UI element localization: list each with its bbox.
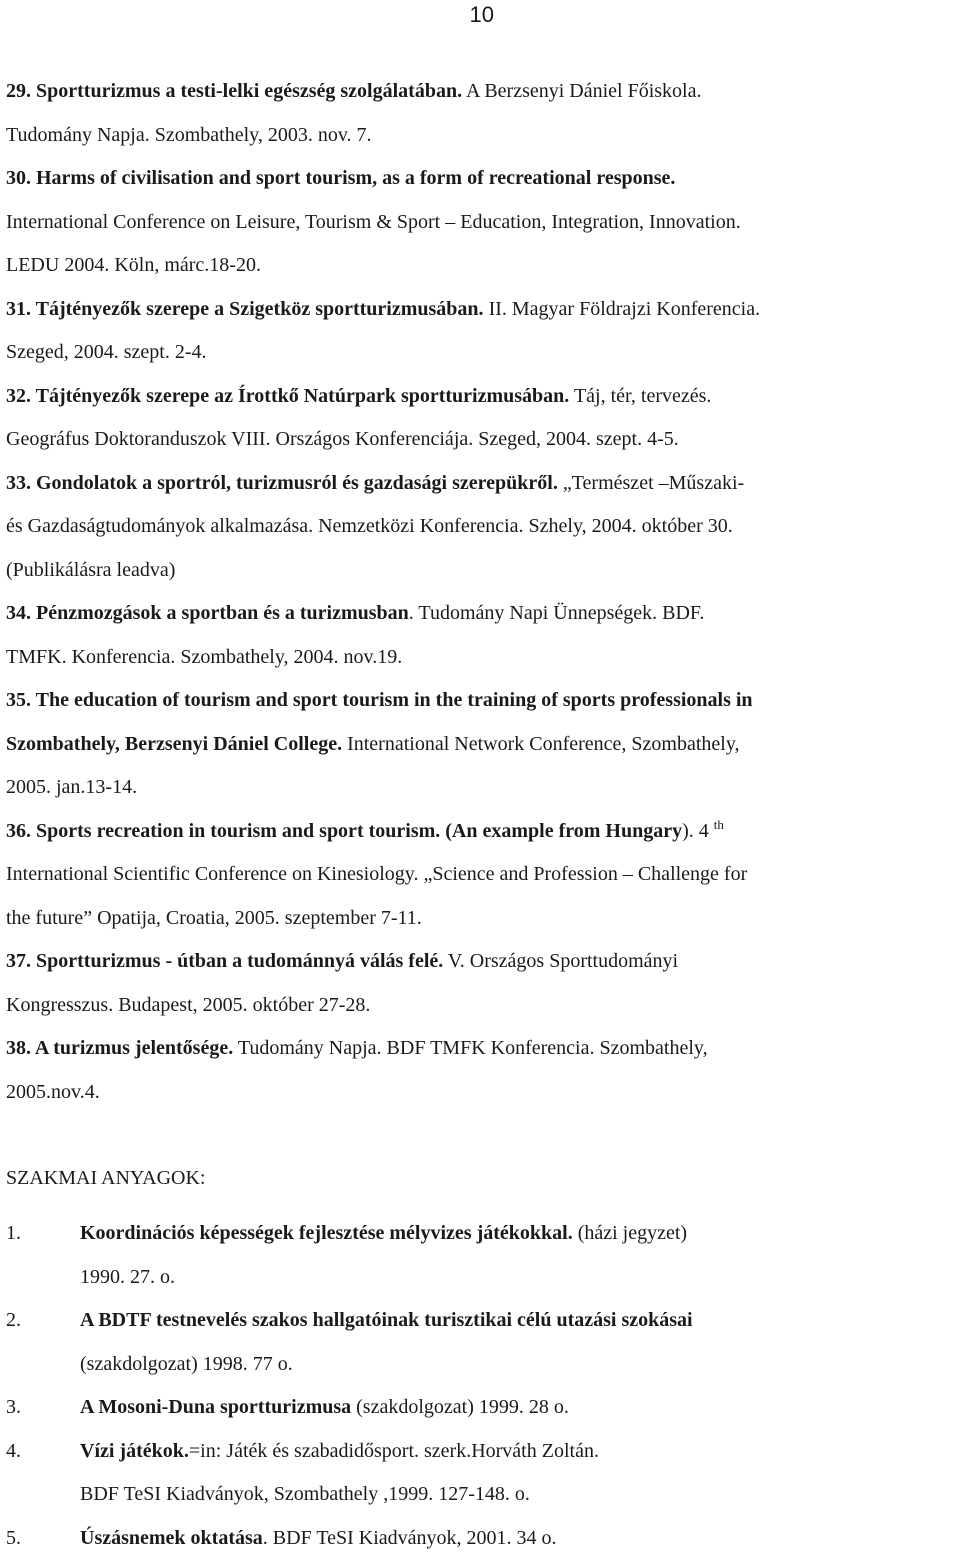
publication-entry	[6, 592, 956, 636]
bold-title: A turizmus jelentősége.	[35, 1037, 233, 1059]
text-segment: V. Országos Sporttudományi	[443, 950, 678, 972]
publication-entry	[6, 462, 956, 506]
publication-entry	[6, 679, 956, 723]
text-segment: TMFK. Konferencia. Szombathely, 2004. nov.19.	[6, 646, 402, 668]
text-segment: =in: Játék és szabadidősport. szerk.Horváth Zoltán.	[189, 1440, 599, 1462]
material-line	[80, 1517, 956, 1560]
page-number: 10	[0, 2, 960, 28]
material-item	[6, 1430, 956, 1517]
text-segment: 2005.nov.4.	[6, 1081, 100, 1103]
bold-title: Gondolatok a sportról, turizmusról és gazdasági szerepükről.	[36, 472, 558, 494]
text-segment: . BDF TeSI Kiadványok, 2001. 34 o.	[263, 1527, 557, 1549]
text-segment: (szakdolgozat) 1998. 77 o.	[80, 1353, 293, 1375]
material-line	[80, 1386, 956, 1430]
text-segment: és Gazdaságtudományok alkalmazása. Nemzetközi Konferencia. Szhely, 2004. október 30.	[6, 515, 733, 537]
publication-entry-line	[6, 766, 956, 810]
text-segment: Geográfus Doktoranduszok VIII. Országos Konferenciája. Szeged, 2004. szept. 4-5.	[6, 428, 679, 450]
publication-entry-line	[6, 331, 956, 375]
entry-number: 37.	[6, 950, 36, 972]
entry-number: 34.	[6, 602, 36, 624]
entry-number: 35.	[6, 689, 36, 711]
material-line	[80, 1256, 956, 1300]
publication-entry-line	[6, 549, 956, 593]
superscript: th	[714, 817, 724, 832]
text-segment: BDF TeSI Kiadványok, Szombathely ,1999. 127-148. o.	[80, 1483, 530, 1505]
publication-entry	[6, 157, 956, 201]
item-number: 1.	[6, 1212, 21, 1256]
item-number: 3.	[6, 1386, 21, 1430]
entry-number: 31.	[6, 298, 36, 320]
bold-title: Pénzmozgások a sportban és a turizmusban	[36, 602, 409, 624]
text-segment: (szakdolgozat) 1999. 28 o.	[351, 1396, 569, 1418]
item-number: 5.	[6, 1517, 21, 1560]
bold-title: The education of tourism and sport tourism in the training of sports professionals in	[36, 689, 753, 711]
publication-entry-line	[6, 636, 956, 680]
text-segment: 1990. 27. o.	[80, 1266, 175, 1288]
text-segment: Táj, tér, tervezés.	[569, 385, 711, 407]
publication-entry-line	[6, 897, 956, 941]
text-segment: A Berzsenyi Dániel Főiskola.	[462, 80, 701, 102]
publication-list	[6, 70, 956, 1114]
entry-number: 36.	[6, 820, 36, 842]
text-segment: II. Magyar Földrajzi Konferencia.	[484, 298, 761, 320]
material-line	[80, 1473, 956, 1517]
material-line	[80, 1299, 956, 1343]
text-segment: 2005. jan.13-14.	[6, 776, 137, 798]
text-segment: „Természet –Műszaki-	[558, 472, 744, 494]
bold-title: Vízi játékok.	[80, 1440, 189, 1462]
bold-title: Sportturizmus a testi-lelki egészség szolgálatában.	[36, 80, 462, 102]
publication-entry-line	[6, 1071, 956, 1115]
publication-entry-line	[6, 505, 956, 549]
bold-title: Tájtényezők szerepe az Írottkő Natúrpark sportturizmusában.	[36, 385, 570, 407]
bold-title: Sports recreation in tourism and sport tourism. (An example from Hungary	[36, 820, 682, 842]
material-item	[6, 1517, 956, 1560]
bold-title: Harms of civilisation and sport tourism, as a form of recreational response.	[36, 167, 675, 189]
text-segment: (Publikálásra leadva)	[6, 559, 175, 581]
publication-entry	[6, 288, 956, 332]
publication-entry-line	[6, 418, 956, 462]
bold-title: Úszásnemek oktatása	[80, 1527, 263, 1549]
text-segment: Tudomány Napja. Szombathely, 2003. nov. 7.	[6, 124, 372, 146]
material-line	[80, 1343, 956, 1387]
material-item	[6, 1386, 956, 1430]
text-segment: Kongresszus. Budapest, 2005. október 27-28.	[6, 994, 370, 1016]
entry-number: 29.	[6, 80, 36, 102]
text-segment: the future” Opatija, Croatia, 2005. szeptember 7-11.	[6, 907, 422, 929]
material-line	[80, 1212, 956, 1256]
publication-entry	[6, 70, 956, 114]
entry-number: 32.	[6, 385, 36, 407]
text-segment: Szeged, 2004. szept. 2-4.	[6, 341, 207, 363]
publication-entry-line	[6, 114, 956, 158]
bold-title: Koordinációs képességek fejlesztése mélyvizes játékokkal.	[80, 1222, 573, 1244]
bold-title: Sportturizmus - útban a tudománnyá válás felé.	[36, 950, 443, 972]
entry-number: 30.	[6, 167, 36, 189]
entry-number: 33.	[6, 472, 36, 494]
bold-title: A Mosoni-Duna sportturizmusa	[80, 1396, 351, 1418]
text-segment: International Network Conference, Szombathely,	[342, 733, 739, 755]
text-segment: ). 4	[682, 820, 714, 842]
section-heading: SZAKMAI ANYAGOK:	[6, 1167, 205, 1190]
text-segment: Tudomány Napja. BDF TMFK Konferencia. Szombathely,	[233, 1037, 707, 1059]
publication-entry	[6, 375, 956, 419]
publication-entry	[6, 940, 956, 984]
material-item	[6, 1212, 956, 1299]
text-segment: International Scientific Conference on Kinesiology. „Science and Profession – Challenge for	[6, 863, 747, 885]
publication-entry-line	[6, 853, 956, 897]
material-item	[6, 1299, 956, 1386]
entry-number: 38.	[6, 1037, 35, 1059]
publication-entry	[6, 1027, 956, 1071]
material-line	[80, 1430, 956, 1474]
text-segment: . Tudomány Napi Ünnepségek. BDF.	[409, 602, 705, 624]
text-segment: International Conference on Leisure, Tourism & Sport – Education, Integration, Innovation.	[6, 211, 741, 233]
item-number: 4.	[6, 1430, 21, 1474]
publication-entry-line	[6, 984, 956, 1028]
bold-title: Tájtényezők szerepe a Szigetköz sportturizmusában.	[36, 298, 484, 320]
text-segment: (házi jegyzet)	[573, 1222, 687, 1244]
bold-title: A BDTF testnevelés szakos hallgatóinak turisztikai célú utazási szokásai	[80, 1309, 693, 1331]
publication-entry-line	[6, 244, 956, 288]
publication-entry-line	[6, 723, 956, 767]
materials-list	[6, 1212, 956, 1560]
publication-entry	[6, 810, 956, 854]
text-segment: LEDU 2004. Köln, márc.18-20.	[6, 254, 261, 276]
publication-entry-line	[6, 201, 956, 245]
item-number: 2.	[6, 1299, 21, 1343]
bold-title: Szombathely, Berzsenyi Dániel College.	[6, 733, 342, 755]
